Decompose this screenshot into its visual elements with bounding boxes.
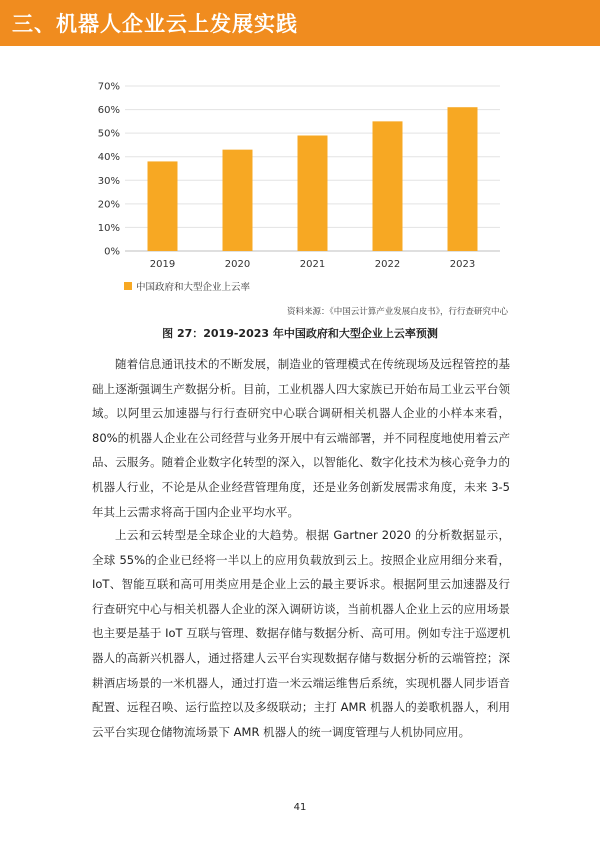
bar-2022 [373,121,403,251]
chart-bars [148,107,478,251]
y-tick-label: 10% [97,222,120,234]
bar-2023 [448,107,478,251]
bar-2021 [298,136,328,252]
x-tick-label: 2020 [224,259,251,270]
x-axis [150,259,475,270]
paragraph-2: 上云和云转型是全球企业的大趋势。根据 Gartner 2020 的分析数据显示，全球 55%的企业已经将一半以上的应用负载放到云上。按照企业应用细分来看，IoT、智能互联和高可用类应用是企业上云的最主要诉求。根据阿里云加速器及行行查研究中心与相关机器人企业的深入调研访谈，当前机器人企业上云的应用场景也主要是基于 IoT 互联与管理、数据存储与数据分析、高可用。例如专注于巡逻机器人的高新兴机器人，通过搭建人云平台实现数据存储与数据分析的云端管控；深耕酒店场景的一米机器人，通过打造一米云端运维售后系统，实现机器人同步语音配置、远程召唤、运行监控以及多级联动；主打 AMR 机器人的姜歌机器人，利用云平台实现仓储物流场景下 AMR 机器人的统一调度管理与人机协同应用。 [92,528,510,739]
bar-2020 [223,150,253,251]
figure-caption: 图 27：2019-2023 年中国政府和大型企业上云率预测 [162,327,438,340]
legend-swatch [124,282,132,290]
chart-legend [124,281,251,293]
y-tick-label: 60% [97,105,120,117]
page-number: 41 [293,802,307,813]
legend-label: 中国政府和大型企业上云率 [136,282,251,293]
x-tick-label: 2019 [149,259,176,270]
y-tick-label: 40% [97,152,120,164]
x-tick-label: 2022 [374,259,401,270]
bar-2019 [148,161,178,251]
bar-chart [0,70,600,300]
y-tick-label: 20% [97,199,120,211]
y-tick-label: 30% [97,175,120,187]
paragraph-1: 随着信息通讯技术的不断发展，制造业的管理模式在传统现场及远程管控的基础上逐渐强调生产数据分析。目前，工业机器人四大家族已开始布局工业云平台领域。以阿里云加速器与行行查研究中心联合调研相关机器人企业的小样本来看，80%的机器人企业在公司经营与业务开展中有云端部署，并不同程度地使用着云产品、云服务。随着企业数字化转型的深入，以智能化、数字化技术为核心竞争力的机器人行业，不论是从企业经营管理角度，还是业务创新发展需求角度，未来 3-5 年其上云需求将高于国内企业平均水平。 [92,357,510,519]
data-source: 资料来源：《中国云计算产业发展白皮书》，行行查研究中心 [286,307,508,317]
y-tick-label: 70% [97,81,120,93]
section-title: 三、机器人企业云上发展实践 [12,12,298,36]
section-header [0,0,600,46]
x-tick-label: 2023 [449,259,476,270]
x-tick-label: 2021 [299,259,326,270]
y-tick-label: 50% [97,128,120,140]
y-tick-label: 0% [104,246,120,258]
y-axis [98,82,120,258]
